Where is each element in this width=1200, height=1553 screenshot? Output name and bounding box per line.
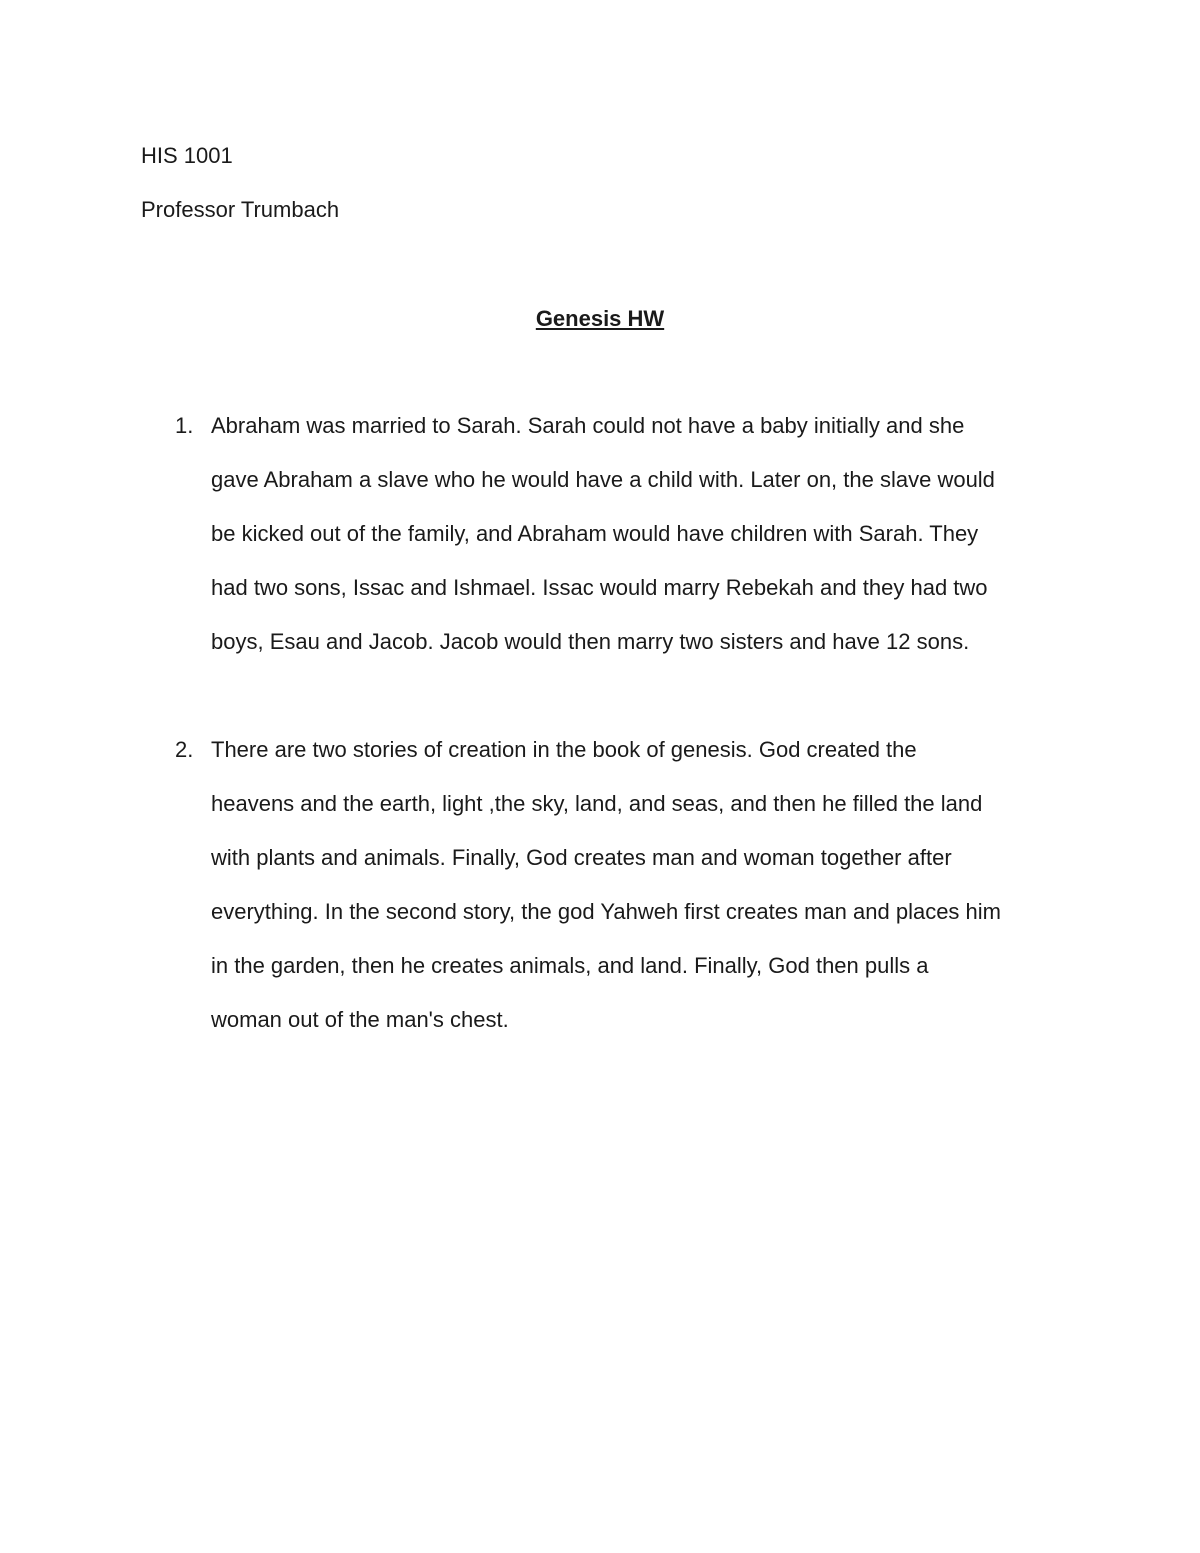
answer-line: be kicked out of the family, and Abraham would have children with Sarah. They bbox=[211, 521, 979, 546]
document-title: Genesis HW bbox=[535, 306, 665, 331]
answer-item bbox=[175, 723, 1071, 1047]
answer-number: 2. bbox=[175, 737, 194, 762]
answer-item bbox=[175, 399, 1071, 669]
answer-line: in the garden, then he creates animals, and land. Finally, God then pulls a bbox=[211, 953, 929, 978]
answer-line: had two sons, Issac and Ishmael. Issac would marry Rebekah and they had two bbox=[211, 575, 988, 600]
course-name: HIS 1001 bbox=[141, 143, 233, 168]
answer-line: everything. In the second story, the god Yahweh first creates man and places him bbox=[211, 899, 1001, 924]
answer-line: heavens and the earth, light ,the sky, land, and seas, and then he filled the land bbox=[211, 791, 983, 816]
answer-number: 1. bbox=[175, 413, 194, 438]
answer-line: woman out of the man's chest. bbox=[211, 1007, 509, 1032]
answer-line: There are two stories of creation in the book of genesis. God created the bbox=[211, 737, 917, 762]
answer-line: Abraham was married to Sarah. Sarah could not have a baby initially and she bbox=[211, 413, 965, 438]
professor-name: Professor Trumbach bbox=[141, 197, 340, 222]
answer-line: with plants and animals. Finally, God creates man and woman together after bbox=[211, 845, 952, 870]
answer-line: gave Abraham a slave who he would have a child with. Later on, the slave would bbox=[211, 467, 995, 492]
answer-line: boys, Esau and Jacob. Jacob would then marry two sisters and have 12 sons. bbox=[211, 629, 970, 654]
